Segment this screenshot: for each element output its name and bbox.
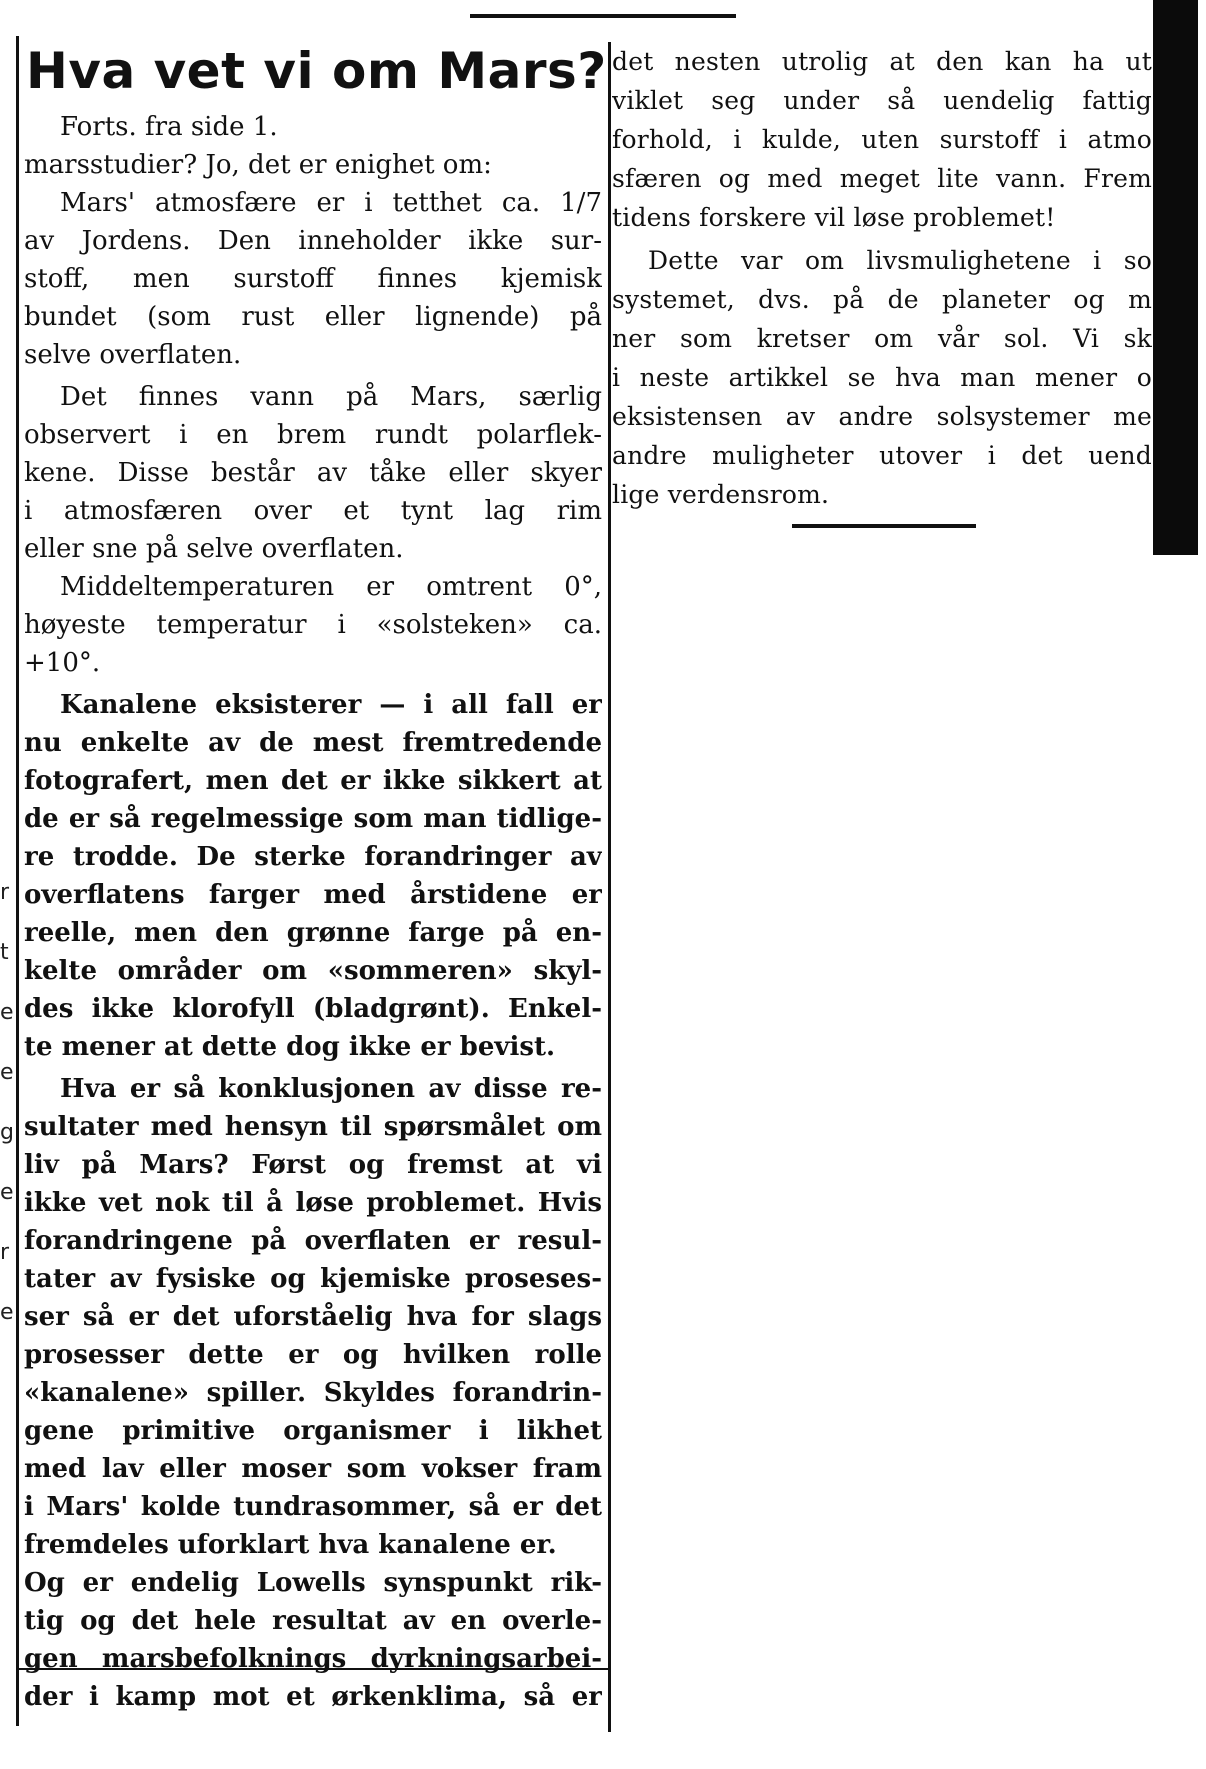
text-line: Og er endelig Lowells synspunkt rik-	[24, 1568, 602, 1598]
text-line: gene primitive organismer i likhet	[24, 1416, 602, 1446]
text-line: ikke vet nok til å løse problemet. Hvis	[24, 1188, 602, 1218]
text-line: forandringene på overflaten er resul-	[24, 1226, 602, 1256]
text-line: der i kamp mot et ørkenklima, så er	[24, 1682, 602, 1712]
text-line: av Jordens. Den inneholder ikke sur-	[24, 226, 602, 256]
text-line: marsstudier? Jo, det er enighet om:	[24, 150, 492, 180]
text-line: Forts. fra side 1.	[60, 112, 278, 142]
text-line: kene. Disse består av tåke eller skyer	[24, 458, 602, 488]
text-line: Det finnes vann på Mars, særlig	[60, 382, 602, 412]
text-line: eller sne på selve overflaten.	[24, 534, 404, 564]
text-line: selve overflaten.	[24, 340, 242, 370]
text-line: «kanalene» spiller. Skyldes forandrin-	[24, 1378, 602, 1408]
text-line: overflatens farger med årstidene er	[24, 880, 602, 910]
text-line: reelle, men den grønne farge på en-	[24, 918, 602, 948]
text-line: fotografert, men det er ikke sikkert at	[24, 766, 602, 796]
top-rule	[470, 14, 736, 18]
text-line: det nesten utrolig at den kan ha ut	[612, 47, 1152, 76]
margin-fragments: r t e e g e r e	[0, 880, 14, 1325]
text-line: med lav eller moser som vokser fram	[24, 1454, 602, 1484]
text-line: Hva er så konklusjonen av disse re-	[60, 1074, 602, 1104]
left-column-border	[16, 36, 19, 1726]
text-line: des ikke klorofyll (bladgrønt). Enkel-	[24, 994, 602, 1024]
text-line: forhold, i kulde, uten surstoff i atmo	[612, 125, 1152, 154]
text-line: Kanalene eksisterer — i all fall er	[60, 690, 602, 720]
text-line: lige verdensrom.	[612, 480, 830, 509]
text-line: sfæren og med meget lite vann. Frem	[612, 164, 1152, 193]
text-line: ser så er det uforståelig hva for slags	[24, 1302, 602, 1332]
text-line: prosesser dette er og hvilken rolle	[24, 1340, 602, 1370]
text-line: i neste artikkel se hva man mener o	[612, 363, 1152, 392]
text-line: Dette var om livsmulighetene i so	[648, 246, 1152, 275]
text-line: Middeltemperaturen er omtrent 0°,	[60, 572, 602, 602]
text-line: +10°.	[24, 648, 101, 678]
article-end-rule	[792, 524, 976, 528]
text-line: te mener at dette dog ikke er bevist.	[24, 1032, 556, 1062]
text-line: høyeste temperatur i «solsteken» ca.	[24, 610, 602, 640]
text-line: bundet (som rust eller lignende) på	[24, 302, 602, 332]
scan-edge-shadow	[1153, 0, 1198, 555]
text-line: re trodde. De sterke forandringer av	[24, 842, 602, 872]
text-line: andre muligheter utover i det uend	[612, 441, 1152, 470]
column-divider	[608, 42, 611, 1732]
text-line: sultater med hensyn til spørsmålet om	[24, 1112, 602, 1142]
article-headline: Hva vet vi om Mars?	[26, 42, 607, 100]
text-line: i atmosfæren over et tynt lag rim	[24, 496, 602, 526]
text-line: liv på Mars? Først og fremst at vi	[24, 1150, 602, 1180]
text-line: i Mars' kolde tundrasommer, så er det	[24, 1492, 602, 1522]
text-line: gen marsbefolknings dyrkningsarbei-	[24, 1644, 602, 1674]
text-line: stoff, men surstoff finnes kjemisk	[24, 264, 602, 294]
text-line: viklet seg under så uendelig fattig	[612, 86, 1152, 115]
text-line: fremdeles uforklart hva kanalene er.	[24, 1530, 557, 1560]
text-line: kelte områder om «sommeren» skyl-	[24, 956, 602, 986]
left-text-column	[24, 108, 602, 1716]
text-line: ner som kretser om vår sol. Vi sk	[612, 324, 1152, 353]
text-line: Mars' atmosfære er i tetthet ca. 1/7	[60, 188, 602, 218]
text-line: tidens forskere vil løse problemet!	[612, 203, 1056, 232]
text-line: systemet, dvs. på de planeter og m	[612, 285, 1152, 314]
text-line: observert i en brem rundt polarflek-	[24, 420, 602, 450]
text-line: de er så regelmessige som man tidlige-	[24, 804, 602, 834]
text-line: nu enkelte av de mest fremtredende	[24, 728, 602, 758]
text-line: eksistensen av andre solsystemer me	[612, 402, 1152, 431]
text-line: tig og det hele resultat av en overle-	[24, 1606, 602, 1636]
text-line: tater av fysiske og kjemiske proseses-	[24, 1264, 602, 1294]
right-text-column	[612, 42, 1152, 528]
